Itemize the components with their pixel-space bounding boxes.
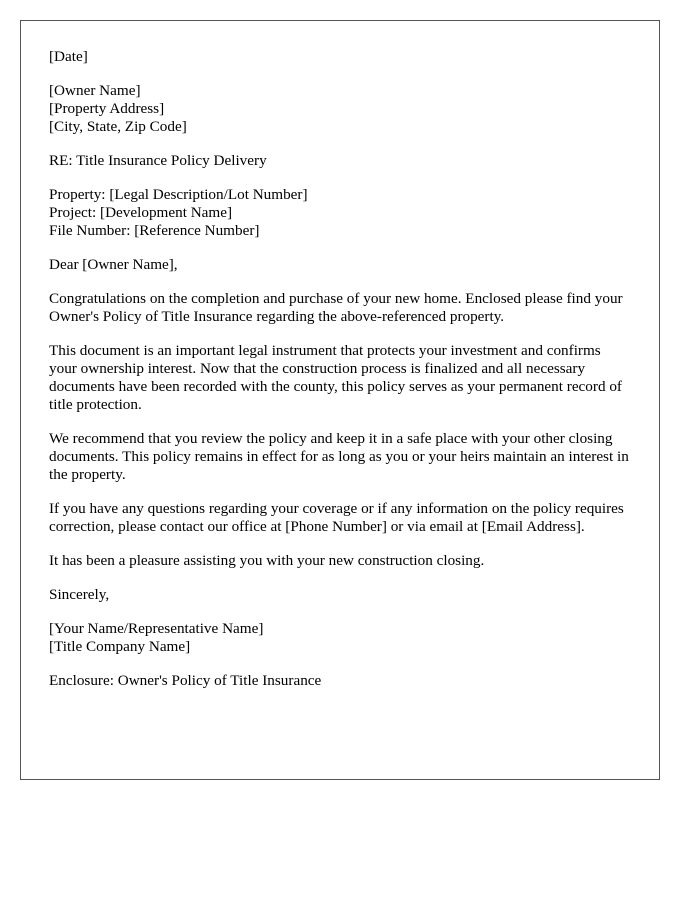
- subject-block: [49, 152, 631, 170]
- company-name: [Title Company Name]: [49, 638, 191, 655]
- signer-name: [Your Name/Representative Name]: [49, 620, 264, 637]
- body-paragraph: It has been a pleasure assisting you with your new construction closing.: [49, 552, 485, 569]
- reference-block: [49, 186, 631, 240]
- body-paragraph: This document is an important legal instrument that protects your investment and confirms your ownership interest. Now that the construction process is finalized and all necessary documents have been recorded with the county, this policy serves as your permanent record of title protection.: [49, 342, 622, 413]
- body-paragraph: Congratulations on the completion and purchase of your new home. Enclosed please find your Owner's Policy of Title Insurance regarding the above-referenced property.: [49, 290, 623, 325]
- recipient-name: [Owner Name]: [49, 82, 141, 99]
- signature-block: [49, 620, 631, 656]
- salutation: Dear [Owner Name],: [49, 256, 178, 273]
- date: [Date]: [49, 48, 88, 65]
- letter-page: [20, 20, 660, 780]
- subject-line: RE: Title Insurance Policy Delivery: [49, 152, 267, 169]
- body-paragraph: If you have any questions regarding your coverage or if any information on the policy requires correction, please contact our office at [Phone Number] or via email at [Email Address].: [49, 500, 624, 535]
- recipient-address: [Property Address]: [49, 100, 165, 117]
- property-reference: Property: [Legal Description/Lot Number]: [49, 186, 308, 203]
- recipient-address-block: [49, 82, 631, 136]
- date-block: [49, 48, 631, 66]
- recipient-city-state-zip: [City, State, Zip Code]: [49, 118, 187, 135]
- salutation-block: [49, 256, 631, 274]
- project-reference: Project: [Development Name]: [49, 204, 233, 221]
- enclosure-block: [49, 672, 631, 690]
- enclosure-note: Enclosure: Owner's Policy of Title Insurance: [49, 672, 322, 689]
- closing: Sincerely,: [49, 586, 110, 603]
- closing-block: [49, 586, 631, 604]
- body-paragraph: We recommend that you review the policy and keep it in a safe place with your other closing documents. This policy remains in effect for as long as you or your heirs maintain an interest in the property.: [49, 430, 629, 483]
- file-number-reference: File Number: [Reference Number]: [49, 222, 260, 239]
